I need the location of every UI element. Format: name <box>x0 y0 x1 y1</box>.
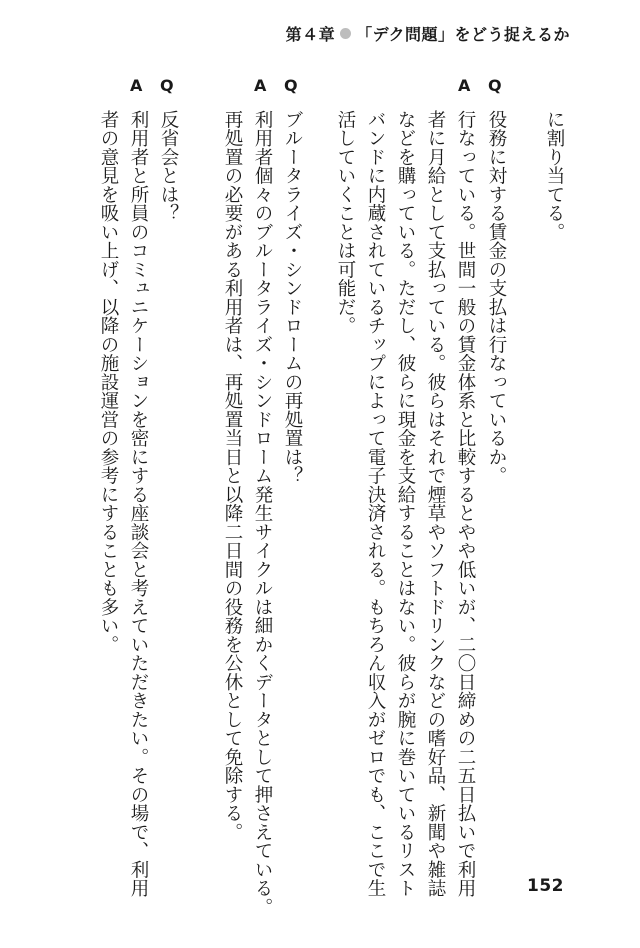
running-header <box>286 22 570 45</box>
answer-marker-1: A <box>458 76 471 95</box>
chapter-label: 第４章 <box>285 25 336 44</box>
chapter-title-prefix: 「デク問題」を <box>356 25 471 44</box>
answer-line-3: などを購っている。ただし、彼らに現金を支給することはない。彼らが腕に巻いているリスト <box>395 110 416 898</box>
page-number: 152 <box>527 876 564 896</box>
answer-line-5: 活していくことは可能だ。 <box>335 110 356 335</box>
question-marker-1: Q <box>488 76 502 95</box>
answer-line-1: 行なっている。世間一般の賃金体系と比較するとやや低いが、二〇日締めの二五日払いで利用 <box>455 110 476 898</box>
question-line-3: 反省会とは？ <box>158 110 179 223</box>
answer-marker-3: A <box>130 76 143 95</box>
chapter-title-emphasis: どう捉えるか <box>470 25 570 44</box>
answer-line-9: 者の意見を吸い上げ、以降の施設運営の参考にすることも多い。 <box>98 110 119 654</box>
answer-line-6: 利用者個々のブルータライズ・シンドローム発生サイクルは細かくデータとして押さえている。 <box>252 110 273 917</box>
question-line-2: ブルータライズ・シンドロームの再処置は？ <box>282 110 303 485</box>
answer-line-7: 再処置の必要がある利用者は、再処置当日と以降二日間の役務を公休として免除する。 <box>222 110 243 842</box>
question-marker-2: Q <box>284 76 298 95</box>
text-line-1: に割り当てる。 <box>544 110 565 242</box>
answer-line-4: バンドに内蔵されているチップによって電子決済される。もちろん収入がゼロでも、ここで生 <box>365 110 386 898</box>
bullet-dot-icon <box>340 28 351 39</box>
question-marker-3: Q <box>160 76 174 95</box>
answer-line-2: 者に月給として支払っている。彼らはそれで煙草やソフトドリンクなどの嗜好品、新聞や雑誌 <box>425 110 446 898</box>
answer-line-8: 利用者と所員のコミュニケーションを密にする座談会と考えていただきたい。その場で、利用 <box>128 110 149 898</box>
answer-marker-2: A <box>254 76 267 95</box>
question-line-1: 役務に対する賃金の支払は行なっているか。 <box>486 110 507 485</box>
